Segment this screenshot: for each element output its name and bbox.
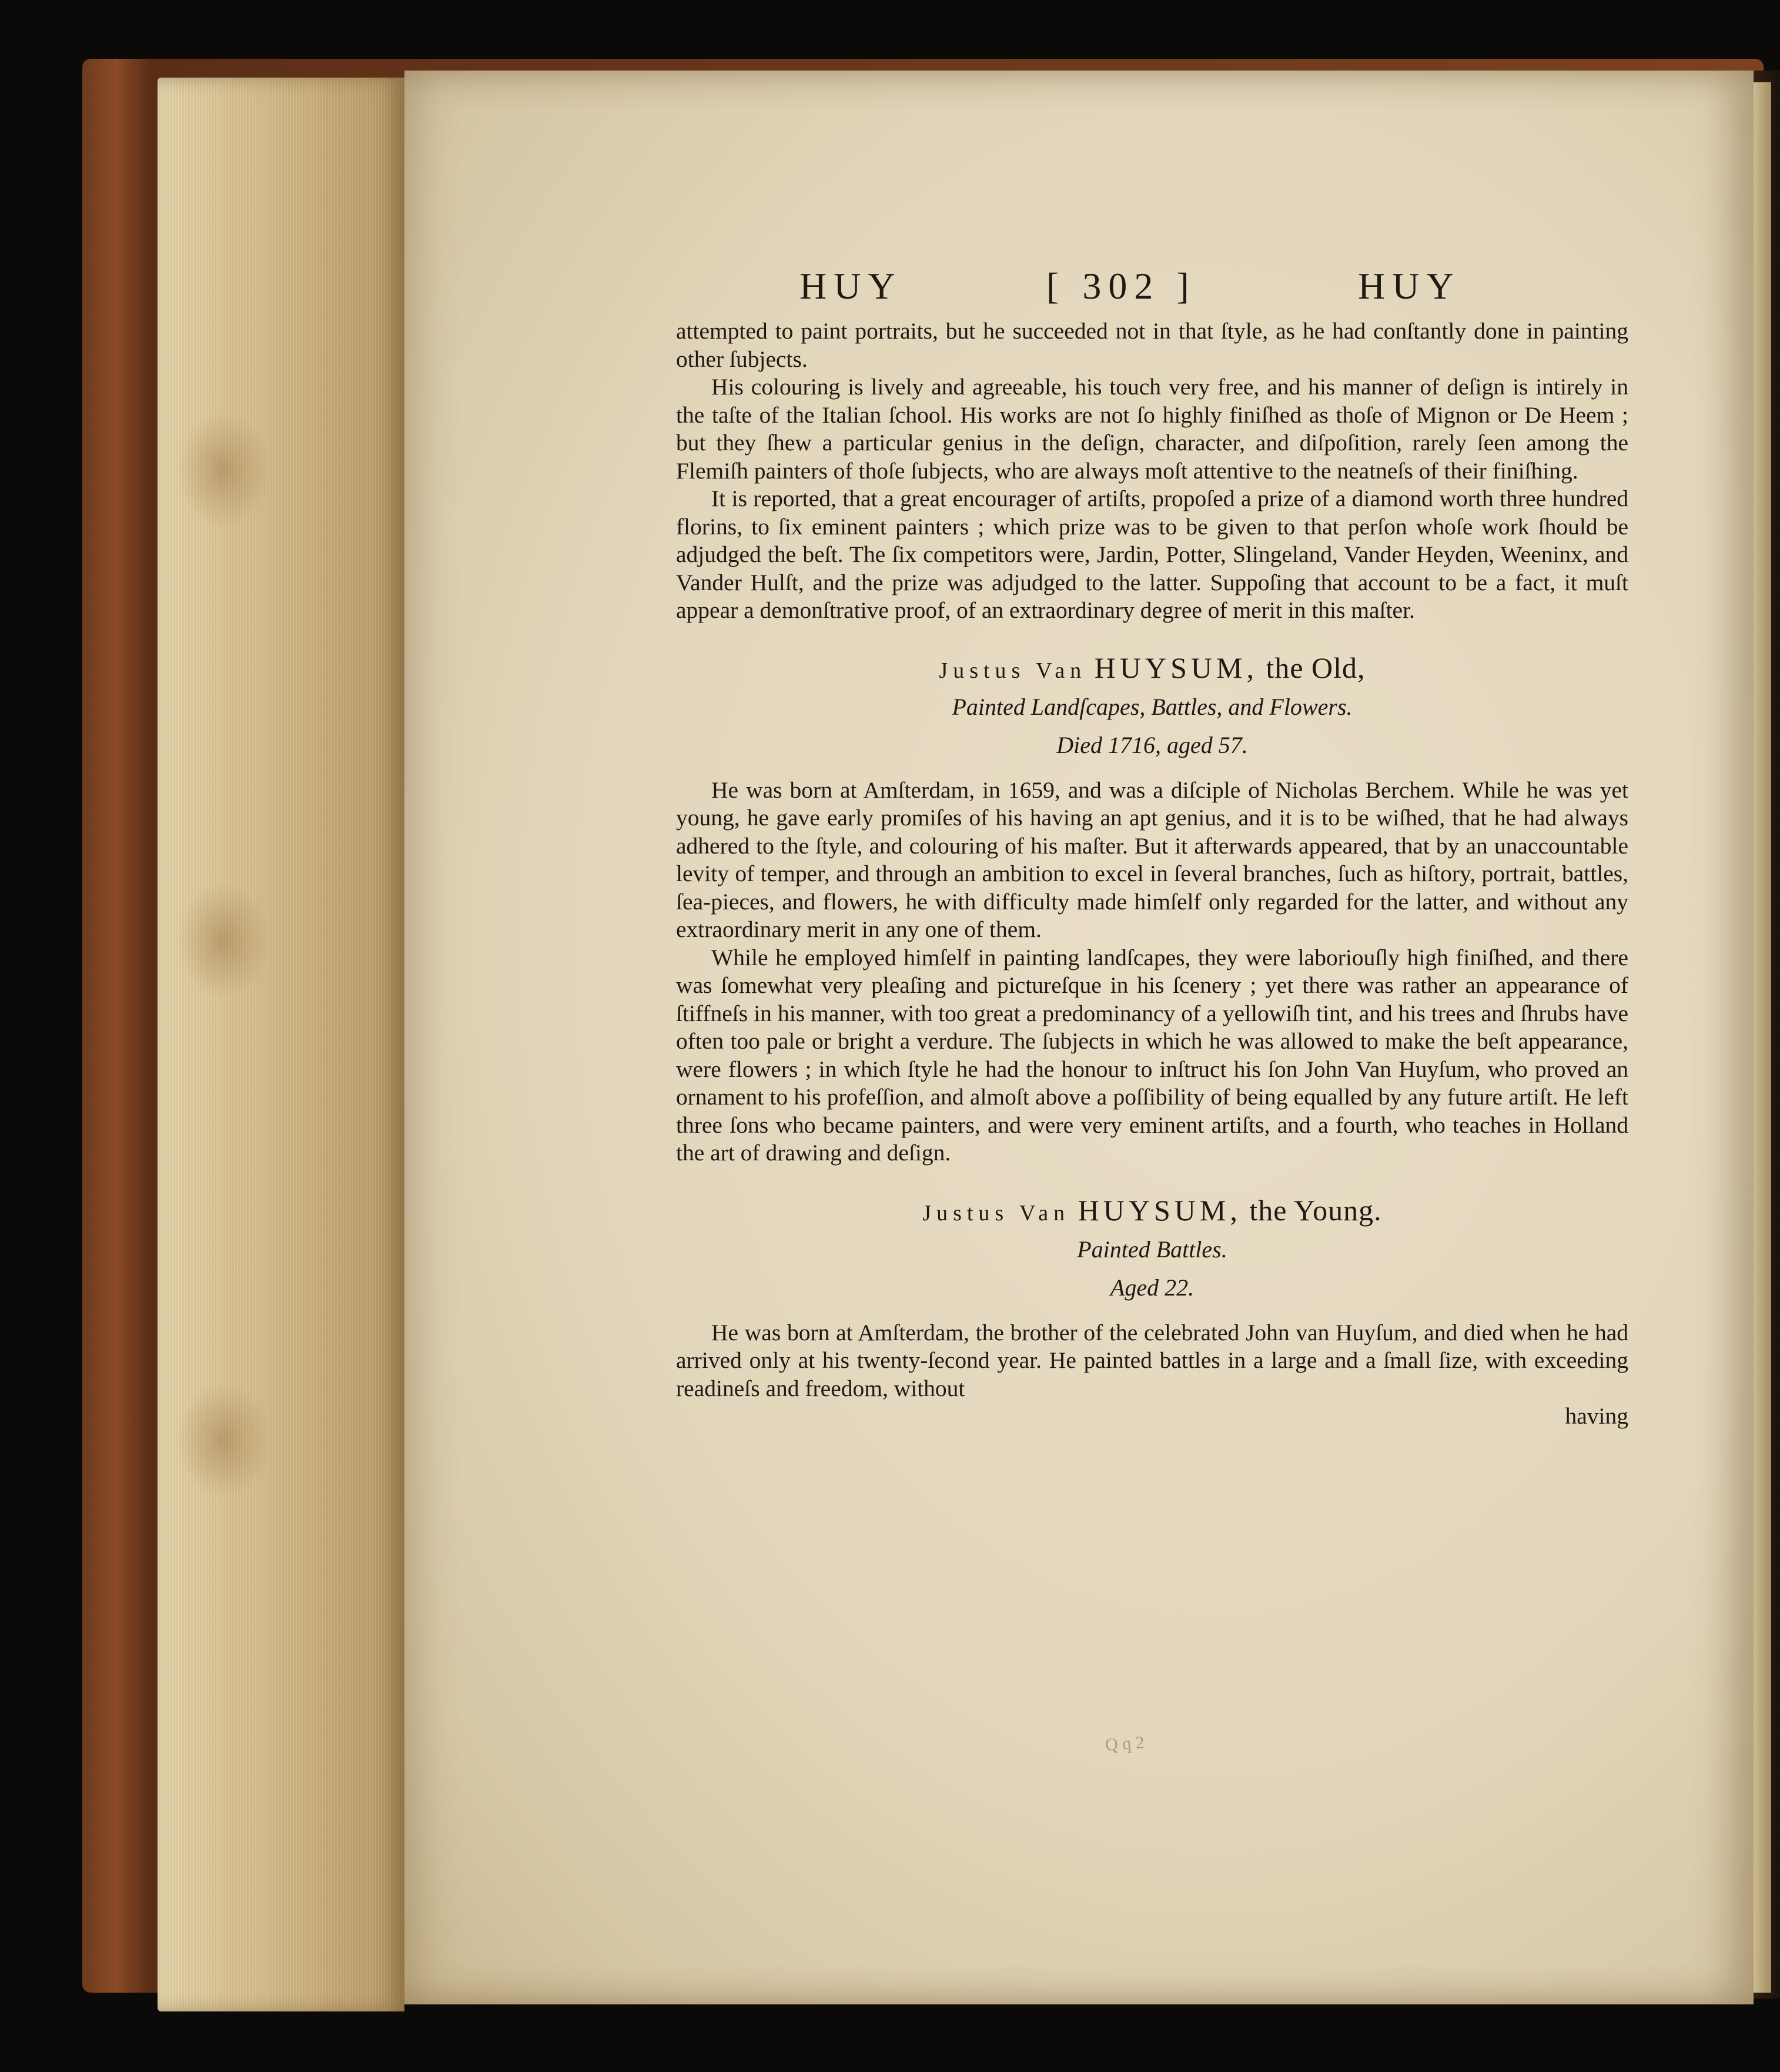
running-head-left: HUY <box>799 265 902 307</box>
paragraph: His colouring is lively and agreeable, his touch very free, and his manner of deſign is intirely in the taſte of the Italian ſchool. His works are not ſo highly finiſhed as thoſe of Mignon or De Heem ; but they ſhew a particular genius in the deſign, character, and diſpoſition, rarely ſeen among the Flemiſh painters of thoſe ſubjects, who are always moſt attentive to the neatneſs of their finiſhing. <box>676 374 1628 484</box>
heading-forename: Justus Van <box>922 1200 1070 1226</box>
running-head-right: HUY <box>1358 265 1461 307</box>
heading-forename: Justus Van <box>939 658 1087 683</box>
text-block <box>676 253 1628 1431</box>
heading-surname: HUYSUM, <box>1078 1193 1242 1227</box>
facing-page-edge <box>1754 82 1771 1993</box>
signature-mark: Q q 2 <box>1104 1732 1145 1755</box>
page-block-edges <box>158 78 404 2011</box>
paragraph: He was born at Amſterdam, the brother of the celebrated John van Huyſum, and died when he had arrived only at his twenty-ſecond year. He painted battles in a large and a ſmall ſize, with exceeding readineſs and freedom, without <box>676 1319 1628 1401</box>
paragraph: It is reported, that a great encourager of artiſts, propoſed a prize of a diamond worth three hundred florins, to ſix eminent painters ; which prize was to be given to that perſon whoſe work ſhould be adjudged the beſt. The ſix competitors were, Jardin, Potter, Slingeland, Vander Heyden, Weeninx, and Vander Hulſt, and the prize was adjudged to the latter. Suppoſing that account to be a fact, it muſt appear a demonſtrative proof, of an extraordinary degree of merit in this maſter. <box>676 486 1628 623</box>
entry-subtitle: Painted Battles. <box>1077 1236 1227 1263</box>
heading-epithet: the Old, <box>1266 651 1366 684</box>
edge-stain <box>176 411 270 529</box>
entry-dates: Died 1716, aged 57. <box>1056 731 1248 758</box>
heading-epithet: the Young. <box>1249 1193 1382 1227</box>
running-head <box>676 253 1628 317</box>
entry-heading-young <box>676 1193 1628 1227</box>
edge-stain <box>176 1381 270 1499</box>
entry-dates: Aged 22. <box>1110 1274 1195 1301</box>
entry-subtitle: Painted Landſcapes, Battles, and Flowers. <box>952 693 1353 720</box>
catchword: having <box>1565 1403 1628 1429</box>
page-number: [ 302 ] <box>1046 265 1196 307</box>
entry-heading-old <box>676 651 1628 685</box>
heading-surname: HUYSUM, <box>1094 651 1258 684</box>
paragraph: attempted to paint portraits, but he succeeded not in that ſtyle, as he had conſtantly done in painting other ſubjects. <box>676 318 1628 372</box>
paragraph: While he employed himſelf in painting landſcapes, they were laboriouſly high finiſhed, and there was ſomewhat very pleaſing and pictureſque in his ſcenery ; yet there was rather an appearance of ſtiffneſs in his manner, with too great a predominancy of a yellowiſh tint, and his trees and ſhrubs have often too pale or bright a verdure. The ſubjects in which he was allowed to make the beſt appearance, were flowers ; in which ſtyle he had the honour to inſtruct his ſon John Van Huyſum, who proved an ornament to his profeſſion, and almoſt above a poſſibility of being equalled by any future artiſt. He left three ſons who became painters, and were very eminent artiſts, and a fourth, who teaches in Holland the art of drawing and deſign. <box>676 944 1628 1166</box>
edge-stain <box>176 882 270 999</box>
paragraph: He was born at Amſterdam, in 1659, and was a diſciple of Nicholas Berchem. While he was yet young, he gave early promiſes of his having an apt genius, and it is to be wiſhed, that he had always adhered to the ſtyle, and colouring of his maſter. But it afterwards appeared, that by an unaccountable levity of temper, and through an ambition to excel in ſeveral branches, ſuch as hiſtory, portrait, battles, ſea-pieces, and flowers, he with difficulty made himſelf only regarded for the latter, and without any extraordinary merit in any one of them. <box>676 776 1628 942</box>
